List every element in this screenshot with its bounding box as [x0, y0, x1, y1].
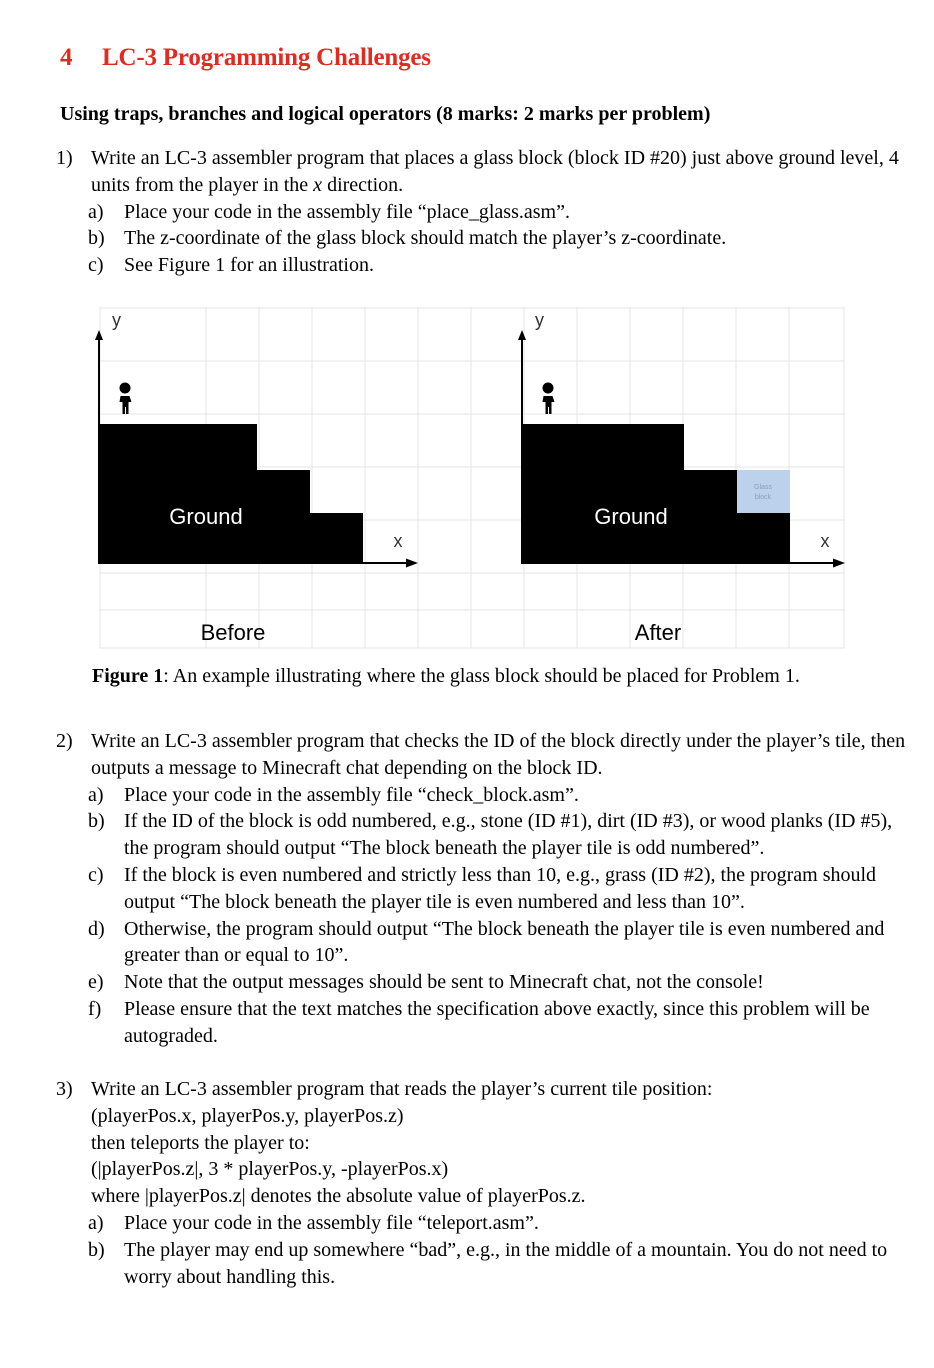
item-label: e) — [88, 971, 104, 994]
glass-block — [737, 470, 790, 513]
item-text: Place your code in the assembly file “place_glass.asm”. — [124, 200, 570, 223]
figure-1 — [92, 302, 852, 652]
problem-1-item-c — [88, 252, 920, 279]
subheading: Using traps, branches and logical operators (8 marks: 2 marks per problem) — [60, 103, 711, 125]
problem-3-line-1: Write an LC-3 assembler program that reads the player’s current tile position: — [91, 1078, 713, 1100]
x-axis-label-after: x — [820, 531, 830, 551]
item-label: c) — [88, 254, 104, 277]
section-title-text: LC-3 Programming Challenges — [102, 44, 431, 71]
section-number: 4 — [60, 44, 73, 71]
item-label: c) — [88, 863, 104, 886]
problem-2-item-d — [88, 916, 920, 970]
problem-3 — [56, 1076, 920, 1290]
item-text: The player may end up somewhere “bad”, e.g., in the middle of a mountain. You do not need to worry about handling this. — [124, 1238, 888, 1288]
ground-label-after: Ground — [594, 504, 668, 529]
item-text: The z-coordinate of the glass block should match the player’s z-coordinate. — [124, 227, 727, 250]
problem-2-item-a — [88, 782, 920, 809]
section-title — [60, 44, 431, 72]
item-label: b) — [88, 1238, 105, 1261]
problem-2-label: 2) — [56, 730, 73, 752]
problem-2 — [56, 728, 920, 1050]
figure-1-caption-label: Figure 1 — [92, 665, 164, 687]
figure-1-caption — [92, 663, 800, 689]
problem-3-line-5: where |playerPos.z| denotes the absolute value of playerPos.z. — [91, 1185, 586, 1208]
after-caption: After — [634, 620, 682, 645]
problem-3-line-2: (playerPos.x, playerPos.y, playerPos.z) — [91, 1104, 404, 1127]
item-text: Place your code in the assembly file “check_block.asm”. — [124, 783, 579, 806]
x-axis-label-before: x — [393, 531, 403, 551]
problem-1-label: 1) — [56, 147, 73, 169]
problem-3-item-a — [88, 1210, 920, 1237]
ground-label-before: Ground — [169, 504, 243, 529]
problem-2-item-c — [88, 862, 920, 916]
item-label: b) — [88, 810, 105, 833]
item-text: Otherwise, the program should output “The block beneath the player tile is even numbered and greater than or equal to 10”. — [124, 917, 885, 967]
problem-3-line-3: then teleports the player to: — [91, 1131, 310, 1154]
item-text: See Figure 1 for an illustration. — [124, 254, 374, 277]
before-caption: Before — [200, 620, 266, 645]
y-axis-label-before: y — [112, 310, 121, 330]
item-label: b) — [88, 227, 105, 250]
item-text: Please ensure that the text matches the specification above exactly, since this problem will be autograded. — [124, 997, 870, 1047]
item-label: d) — [88, 917, 105, 940]
glass-label-line2: block — [754, 494, 772, 501]
player-icon-after — [543, 383, 555, 415]
item-label: a) — [88, 200, 104, 223]
ground-before — [99, 424, 363, 562]
problem-2-item-e — [88, 969, 920, 996]
problem-3-line-4: (|playerPos.z|, 3 * playerPos.y, -playerPos.x) — [91, 1158, 449, 1181]
problem-1 — [56, 145, 920, 279]
problem-3-item-b — [88, 1237, 920, 1291]
problem-1-text-b: direction. — [322, 173, 404, 196]
problem-1-item-b — [88, 225, 920, 252]
problem-1-text — [91, 145, 920, 199]
figure-1-svg — [92, 302, 852, 652]
glass-label-line1: Glass — [754, 484, 772, 491]
problem-2-item-f — [88, 996, 920, 1050]
item-text: Place your code in the assembly file “teleport.asm”. — [124, 1211, 539, 1234]
problem-2-text: Write an LC-3 assembler program that checks the ID of the block directly under the player’s tile, then outputs a message to Minecraft chat depending on the block ID. — [91, 730, 906, 779]
y-axis-label-after: y — [535, 310, 544, 330]
figure-1-caption-text: : An example illustrating where the glass block should be placed for Problem 1. — [163, 665, 800, 687]
problem-1-text-a: Write an LC-3 assembler program that places a glass block (block ID #20) just above ground level, 4 units from the player in the — [91, 147, 899, 196]
item-label: a) — [88, 1211, 104, 1234]
problem-3-label: 3) — [56, 1078, 73, 1100]
item-label: f) — [88, 997, 102, 1020]
item-text: If the ID of the block is odd numbered, e.g., stone (ID #1), dirt (ID #3), or wood planks (ID #5), the program should output “The block beneath the player tile is odd numbered”. — [124, 810, 893, 860]
problem-2-item-b — [88, 808, 920, 862]
problem-1-text-italic: x — [313, 173, 323, 196]
player-icon-before — [120, 383, 132, 415]
item-text: Note that the output messages should be sent to Minecraft chat, not the console! — [124, 971, 764, 994]
item-text: If the block is even numbered and strictly less than 10, e.g., grass (ID #2), the program should output “The block beneath the player tile is even numbered and less than 10”. — [124, 863, 877, 913]
item-label: a) — [88, 783, 104, 806]
problem-1-item-a — [88, 199, 920, 226]
